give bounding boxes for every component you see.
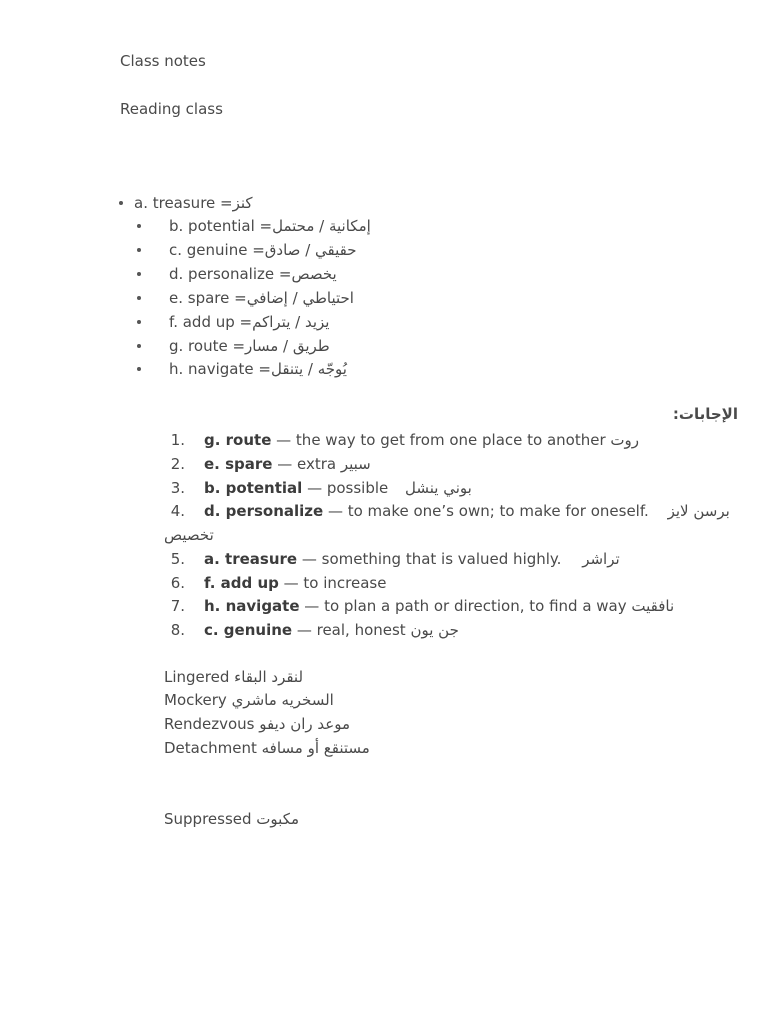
vocab-en: c. genuine = [169,241,265,259]
list-item [137,241,357,259]
vocab-ar: حقيقي / صادق [264,241,357,259]
answer-ar: سبير [340,455,371,473]
list-item [137,313,329,331]
word-ar: مكبوت [256,810,300,828]
word-en: Detachment [164,739,262,757]
item-number: 6. [170,574,185,592]
list-item [137,289,354,307]
item-number: 7. [170,597,185,615]
list-item [163,597,674,615]
bullet-icon [137,344,141,348]
answer-ar: برسن لايز [667,502,730,520]
item-number: 1. [170,431,185,449]
answer-term: e. spare [204,455,273,473]
item-number: 5. [170,550,185,568]
answer-term: c. genuine [204,621,293,639]
answer-term: a. treasure [204,550,298,568]
answer-definition: — to increase [278,574,387,592]
answer-term: b. potential [204,479,303,497]
answer-definition: — to plan a path or direction, to find a way [299,597,632,615]
word-en: Lingered [164,668,235,686]
answer-term: g. route [204,431,272,449]
vocab-ar: طريق / مسار [245,337,330,355]
vocab-ar: يزيد / يتراكم [252,313,330,331]
vocab-ar: كنز [232,194,253,212]
list-item [164,668,303,686]
answer-term: f. add up [204,574,279,592]
list-item [164,739,370,757]
vocab-en: b. potential = [169,217,273,235]
word-en: Rendezvous [164,715,260,733]
list-item [163,550,620,568]
bullet-icon [119,201,123,205]
vocab-ar: يُوجّه / يتنقل [270,360,347,378]
answer-definition: — to make one’s own; to make for oneself. [323,502,654,520]
answer-definition: — real, honest [292,621,411,639]
answer-definition: — possible [302,479,394,497]
last-word [164,810,299,828]
bullet-icon [137,296,141,300]
item-number: 3. [170,479,185,497]
page-title: Class notes [120,52,206,70]
vocab-ar: يخصص [291,265,337,283]
bullet-icon [137,248,141,252]
answer-definition: — the way to get from one place to another [271,431,611,449]
vocab-en: h. navigate = [169,360,271,378]
word-ar: موعد ران ديفو [259,715,351,733]
answer-ar: بوني ينشل [405,479,472,497]
vocab-en: e. spare = [169,289,247,307]
answer-ar: روت [610,431,639,449]
bullet-icon [137,367,141,371]
list-item [137,217,371,235]
answer-ar-continued: تخصيص [164,526,214,544]
word-ar: مستنقع أو مسافه [261,739,370,757]
list-item [163,431,639,449]
vocab-en: g. route = [169,337,246,355]
vocab-ar: إمكانية / محتمل [272,217,371,235]
list-item [119,194,253,212]
answer-ar: نافقيت [631,597,675,615]
list-item [163,621,459,639]
vocab-en: a. treasure = [134,194,233,212]
vocab-en: f. add up = [169,313,253,331]
list-item [163,455,371,473]
item-number: 2. [170,455,185,473]
list-item [164,715,350,733]
word-en: Suppressed [164,810,257,828]
answer-definition: — extra [272,455,341,473]
item-number: 4. [170,502,185,520]
list-item [163,574,386,592]
answer-term: d. personalize [204,502,324,520]
bullet-icon [137,224,141,228]
answer-ar: جن يون [410,621,459,639]
word-en: Mockery [164,691,232,709]
list-item [137,265,337,283]
list-item [163,502,730,520]
vocab-en: d. personalize = [169,265,292,283]
word-ar: لنقرد البقاء [234,668,304,686]
list-item [163,479,472,497]
list-item [137,337,330,355]
item-number: 8. [170,621,185,639]
answer-term: h. navigate [204,597,300,615]
answer-ar: تراشر [582,550,620,568]
bullet-icon [137,320,141,324]
vocab-ar: احتياطي / إضافي [246,289,354,307]
bullet-icon [137,272,141,276]
answers-heading: الإجابات: [672,405,738,423]
list-item [164,691,334,709]
answer-definition: — something that is valued highly. [297,550,567,568]
list-item [137,360,347,378]
word-ar: السخريه ماشري [231,691,334,709]
page-subtitle: Reading class [120,100,223,118]
